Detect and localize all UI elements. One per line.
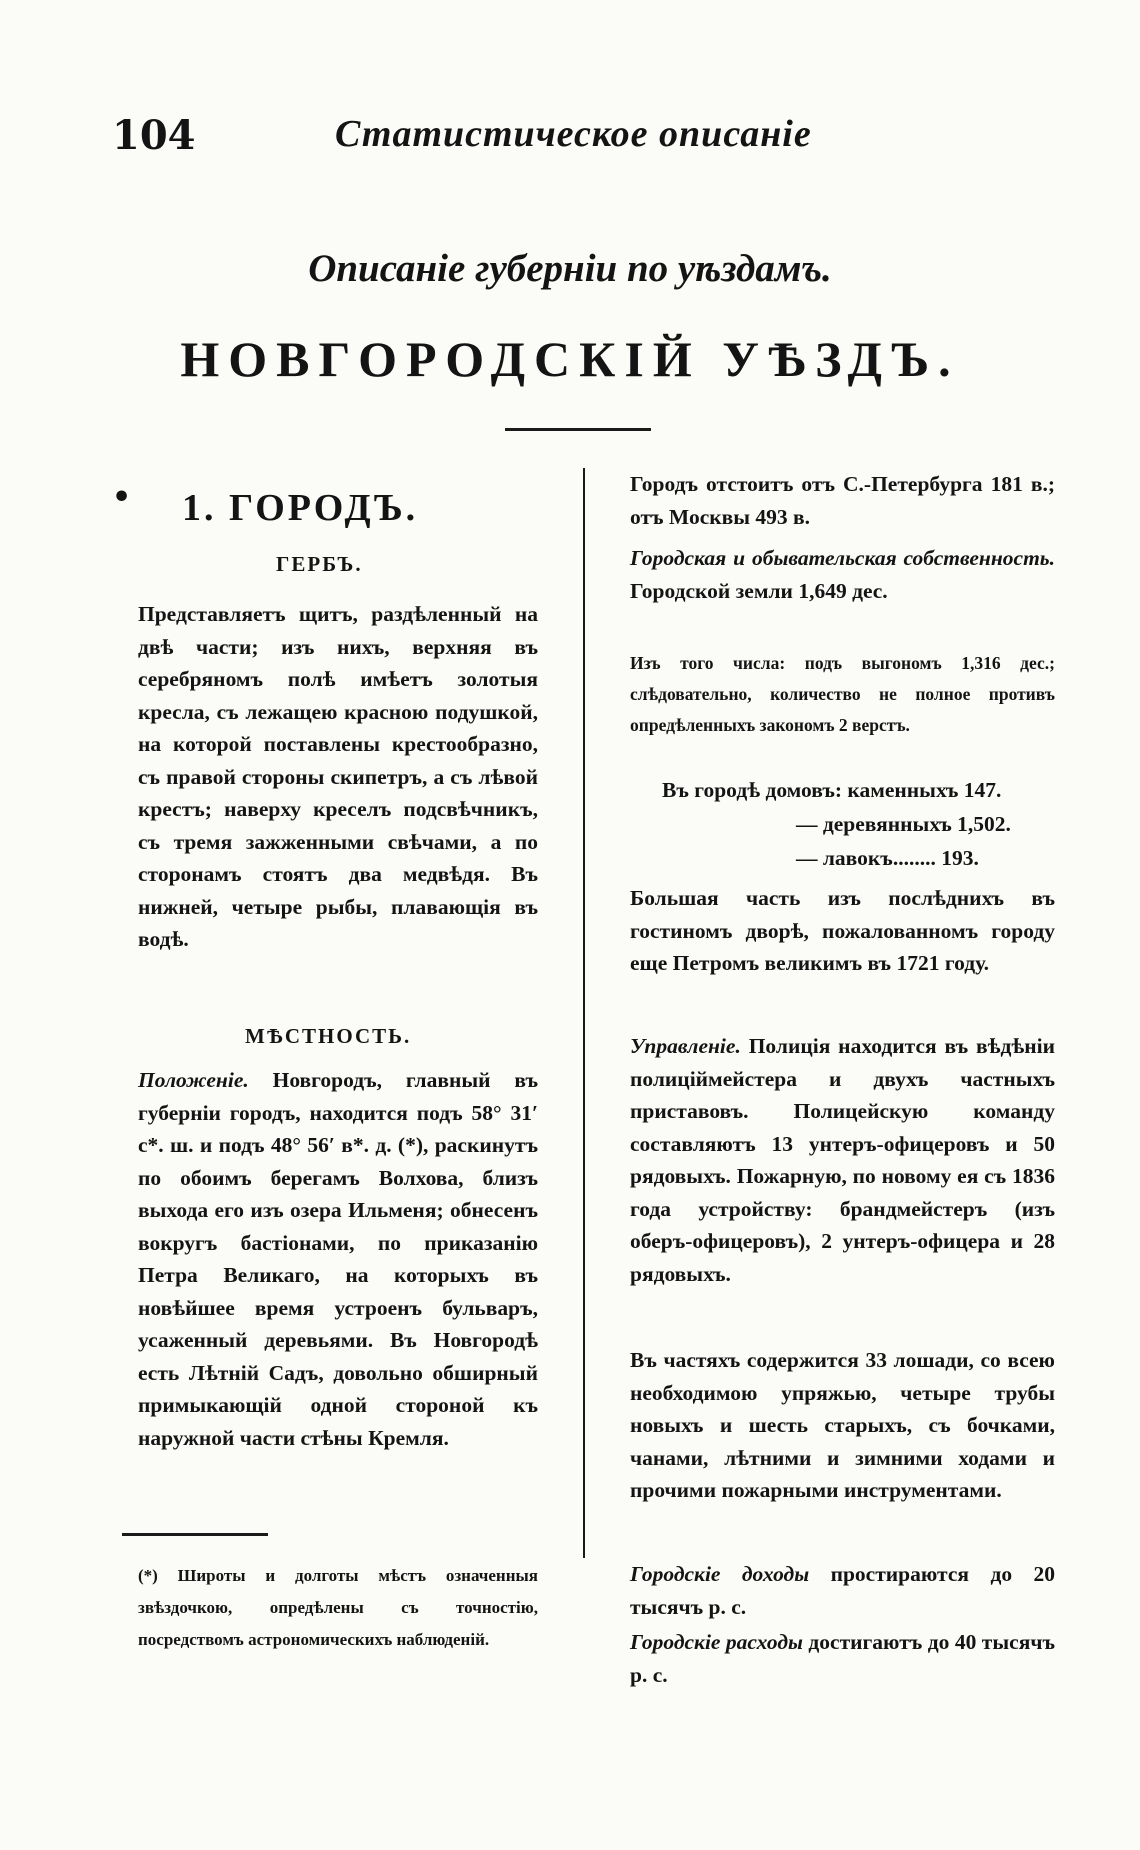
expense-paragraph [630, 1626, 1055, 1691]
section-title: Описаніе губерніи по уѣздамъ. [308, 247, 832, 290]
expense-label: Городскіе расходы [630, 1630, 803, 1654]
houses-wood: — деревянныхъ 1,502. [796, 812, 1011, 836]
income-text: простираются до 20 тысячъ р. с. [630, 1562, 1055, 1619]
houses-stone: Въ городѣ домовъ: каменныхъ 147. [662, 778, 1002, 802]
district-title: НОВГОРОДСКІЙ УѢЗДЪ. [180, 331, 960, 387]
admin-text: Полиція находится въ вѣдѣніи полиціймейстера и двухъ частныхъ приставовъ. Полицейскую команду составляютъ 13 унтеръ-офицеровъ и 50 рядовыхъ. Пожарную, по новому ея съ 1836 года устройству: брандмейстеръ (изъ оберъ-офицеровъ), 2 унтеръ-офицера и 28 рядовыхъ. [630, 1034, 1055, 1286]
shops-text: Большая часть изъ послѣднихъ въ гостиномъ дворѣ, пожалованномъ городу еще Петромъ великимъ въ 1721 году. [630, 886, 1055, 975]
coat-text: Представляетъ щитъ, раздѣленный на двѣ части; изъ нихъ, верхняя въ серебряномъ полѣ имѣетъ золотыя кресла, съ лежащею красною подушкой, на которой поставлены крестообразно, съ правой стороны скипетръ, а съ лѣвой крестъ; наверху креселъ подсвѣчникъ, съ тремя зажженными свѣчами, а по сторонамъ стоятъ два медвѣдя. Въ нижней, четыре рыбы, плавающія въ водѣ. [138, 602, 538, 951]
city-heading: 1. ГОРОДЪ. [182, 487, 419, 529]
footnote: (*) Широты и долготы мѣстъ означенныя звѣздочкою, опредѣлены съ точностію, посредствомъ астрономическихъ наблюденій. [138, 1566, 538, 1649]
houses-shops: — лавокъ........ 193. [796, 846, 979, 870]
admin-paragraph [630, 1030, 1055, 1290]
position-text: Новгородъ, главный въ губерніи городъ, находится подъ 58° 31′ с*. ш. и подъ 48° 56′ в*. д. (*), раскинутъ по обоимъ берегамъ Волхова, близъ выхода его изъ озера Ильменя; обнесенъ вокругъ бастіонами, по приказанію Петра Великаго, на которыхъ въ новѣйшее время устроенъ бульваръ, усаженный деревьями. Въ Новгородѣ есть Лѣтній Садъ, довольно обширный примыкающій одной стороной къ наружной части стѣны Кремля. [138, 1068, 538, 1450]
income-paragraph [630, 1558, 1055, 1623]
footnote-rule [122, 1533, 268, 1536]
running-head: Статистическое описаніе [335, 113, 812, 155]
property-label: Городская и обывательская собственность. [630, 546, 1055, 570]
position-label: Положеніе. [138, 1068, 249, 1092]
property-text: Городской земли 1,649 дес. [630, 578, 888, 603]
expense-text: достигаютъ до 40 тысячъ р. с. [630, 1630, 1055, 1687]
income-label: Городскіе доходы [630, 1562, 810, 1586]
admin-label: Управленіе. [630, 1034, 741, 1058]
property-paragraph [630, 542, 1055, 607]
coat-heading: ГЕРБЪ. [276, 552, 363, 576]
page-number: 104 [112, 112, 196, 159]
bullet-mark: • [112, 480, 132, 515]
fire-text: Въ частяхъ содержится 33 лошади, со всею необходимою упряжью, четыре трубы новыхъ и шесть старыхъ, съ бочками, чанами, лѣтними и зимними ходами и прочими пожарными инструментами. [630, 1348, 1055, 1502]
property-note: Изъ того числа: подъ выгономъ 1,316 дес.; слѣдовательно, количество не полное противъ опредѣленныхъ закономъ 2 верстъ. [630, 653, 1055, 735]
locality-heading: МѢСТНОСТЬ. [245, 1024, 412, 1048]
position-paragraph [138, 1064, 538, 1454]
distance-text: Городъ отстоитъ отъ С.-Петербурга 181 в.; отъ Москвы 493 в. [630, 472, 1055, 529]
title-rule [505, 428, 651, 431]
column-divider [583, 468, 585, 1558]
